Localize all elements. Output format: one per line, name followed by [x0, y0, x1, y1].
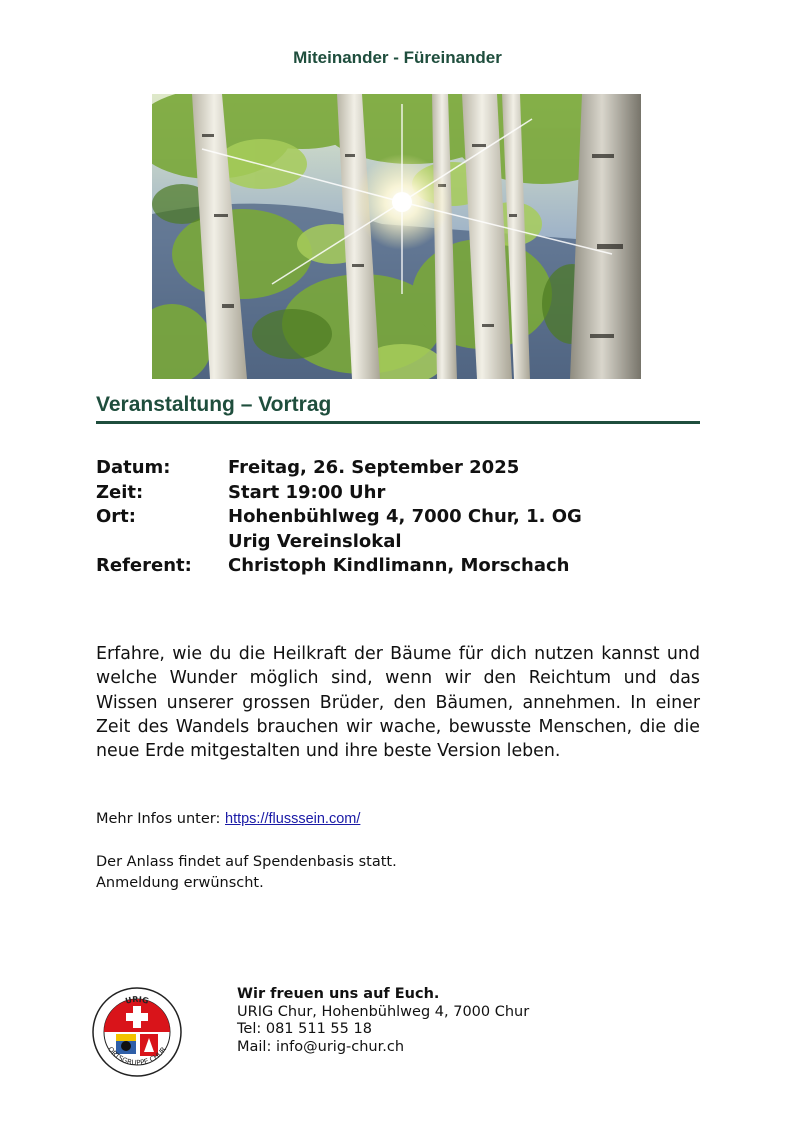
logo-bottom-text: ORTSGRUPPE CHUR [106, 1045, 168, 1068]
footer-address: URIG Chur, Hohenbühlweg 4, 7000 Chur [237, 1003, 530, 1020]
detail-label: Datum: [96, 457, 171, 478]
detail-value: Freitag, 26. September 2025 [228, 457, 520, 478]
title-underline [96, 421, 700, 424]
footer-greeting: Wir freuen uns auf Euch. [237, 986, 440, 1002]
info-link[interactable]: https://flusssein.com/ [225, 811, 361, 827]
section-title: Veranstaltung – Vortrag [96, 393, 332, 416]
detail-label: Referent: [96, 555, 192, 576]
registration-note [96, 852, 397, 894]
detail-value: Christoph Kindlimann, Morschach [228, 555, 570, 576]
birch-trees-photo [152, 94, 641, 379]
detail-label: Zeit: [96, 481, 144, 503]
logo-top-text: URIG [124, 994, 150, 1006]
footer-mail: Mail: info@urig-chur.ch [237, 1038, 405, 1055]
detail-value: Hohenbühlweg 4, 7000 Chur, 1. OG [228, 506, 582, 527]
detail-label: Ort: [96, 506, 136, 527]
urig-ortsgruppe-chur-logo [91, 986, 183, 1078]
document-heading: Miteinander - Füreinander [293, 48, 502, 67]
donation-note: Der Anlass findet auf Spendenbasis statt. [96, 854, 397, 870]
more-info-label: Mehr Infos unter: [96, 811, 225, 827]
contact-block [237, 986, 529, 1056]
registration-request: Anmeldung erwünscht. [96, 875, 264, 891]
footer-phone: Tel: 081 511 55 18 [237, 1021, 372, 1038]
detail-value: Start 19:00 Uhr [228, 481, 386, 503]
more-info-line [96, 811, 360, 827]
description-paragraph: Erfahre, wie du die Heilkraft der Bäume für dich nutzen kannst und welche Wunder möglich sind, wenn wir den Reichtum und das Wissen unserer grossen Brüder, den Bäumen, annehmen. In einer Zeit des Wandels brauchen wir wache, bewusste Menschen, die die neue Erde mitgestalten und ihre beste Version leben. [96, 644, 700, 762]
detail-value: Urig Vereinslokal [228, 530, 402, 552]
